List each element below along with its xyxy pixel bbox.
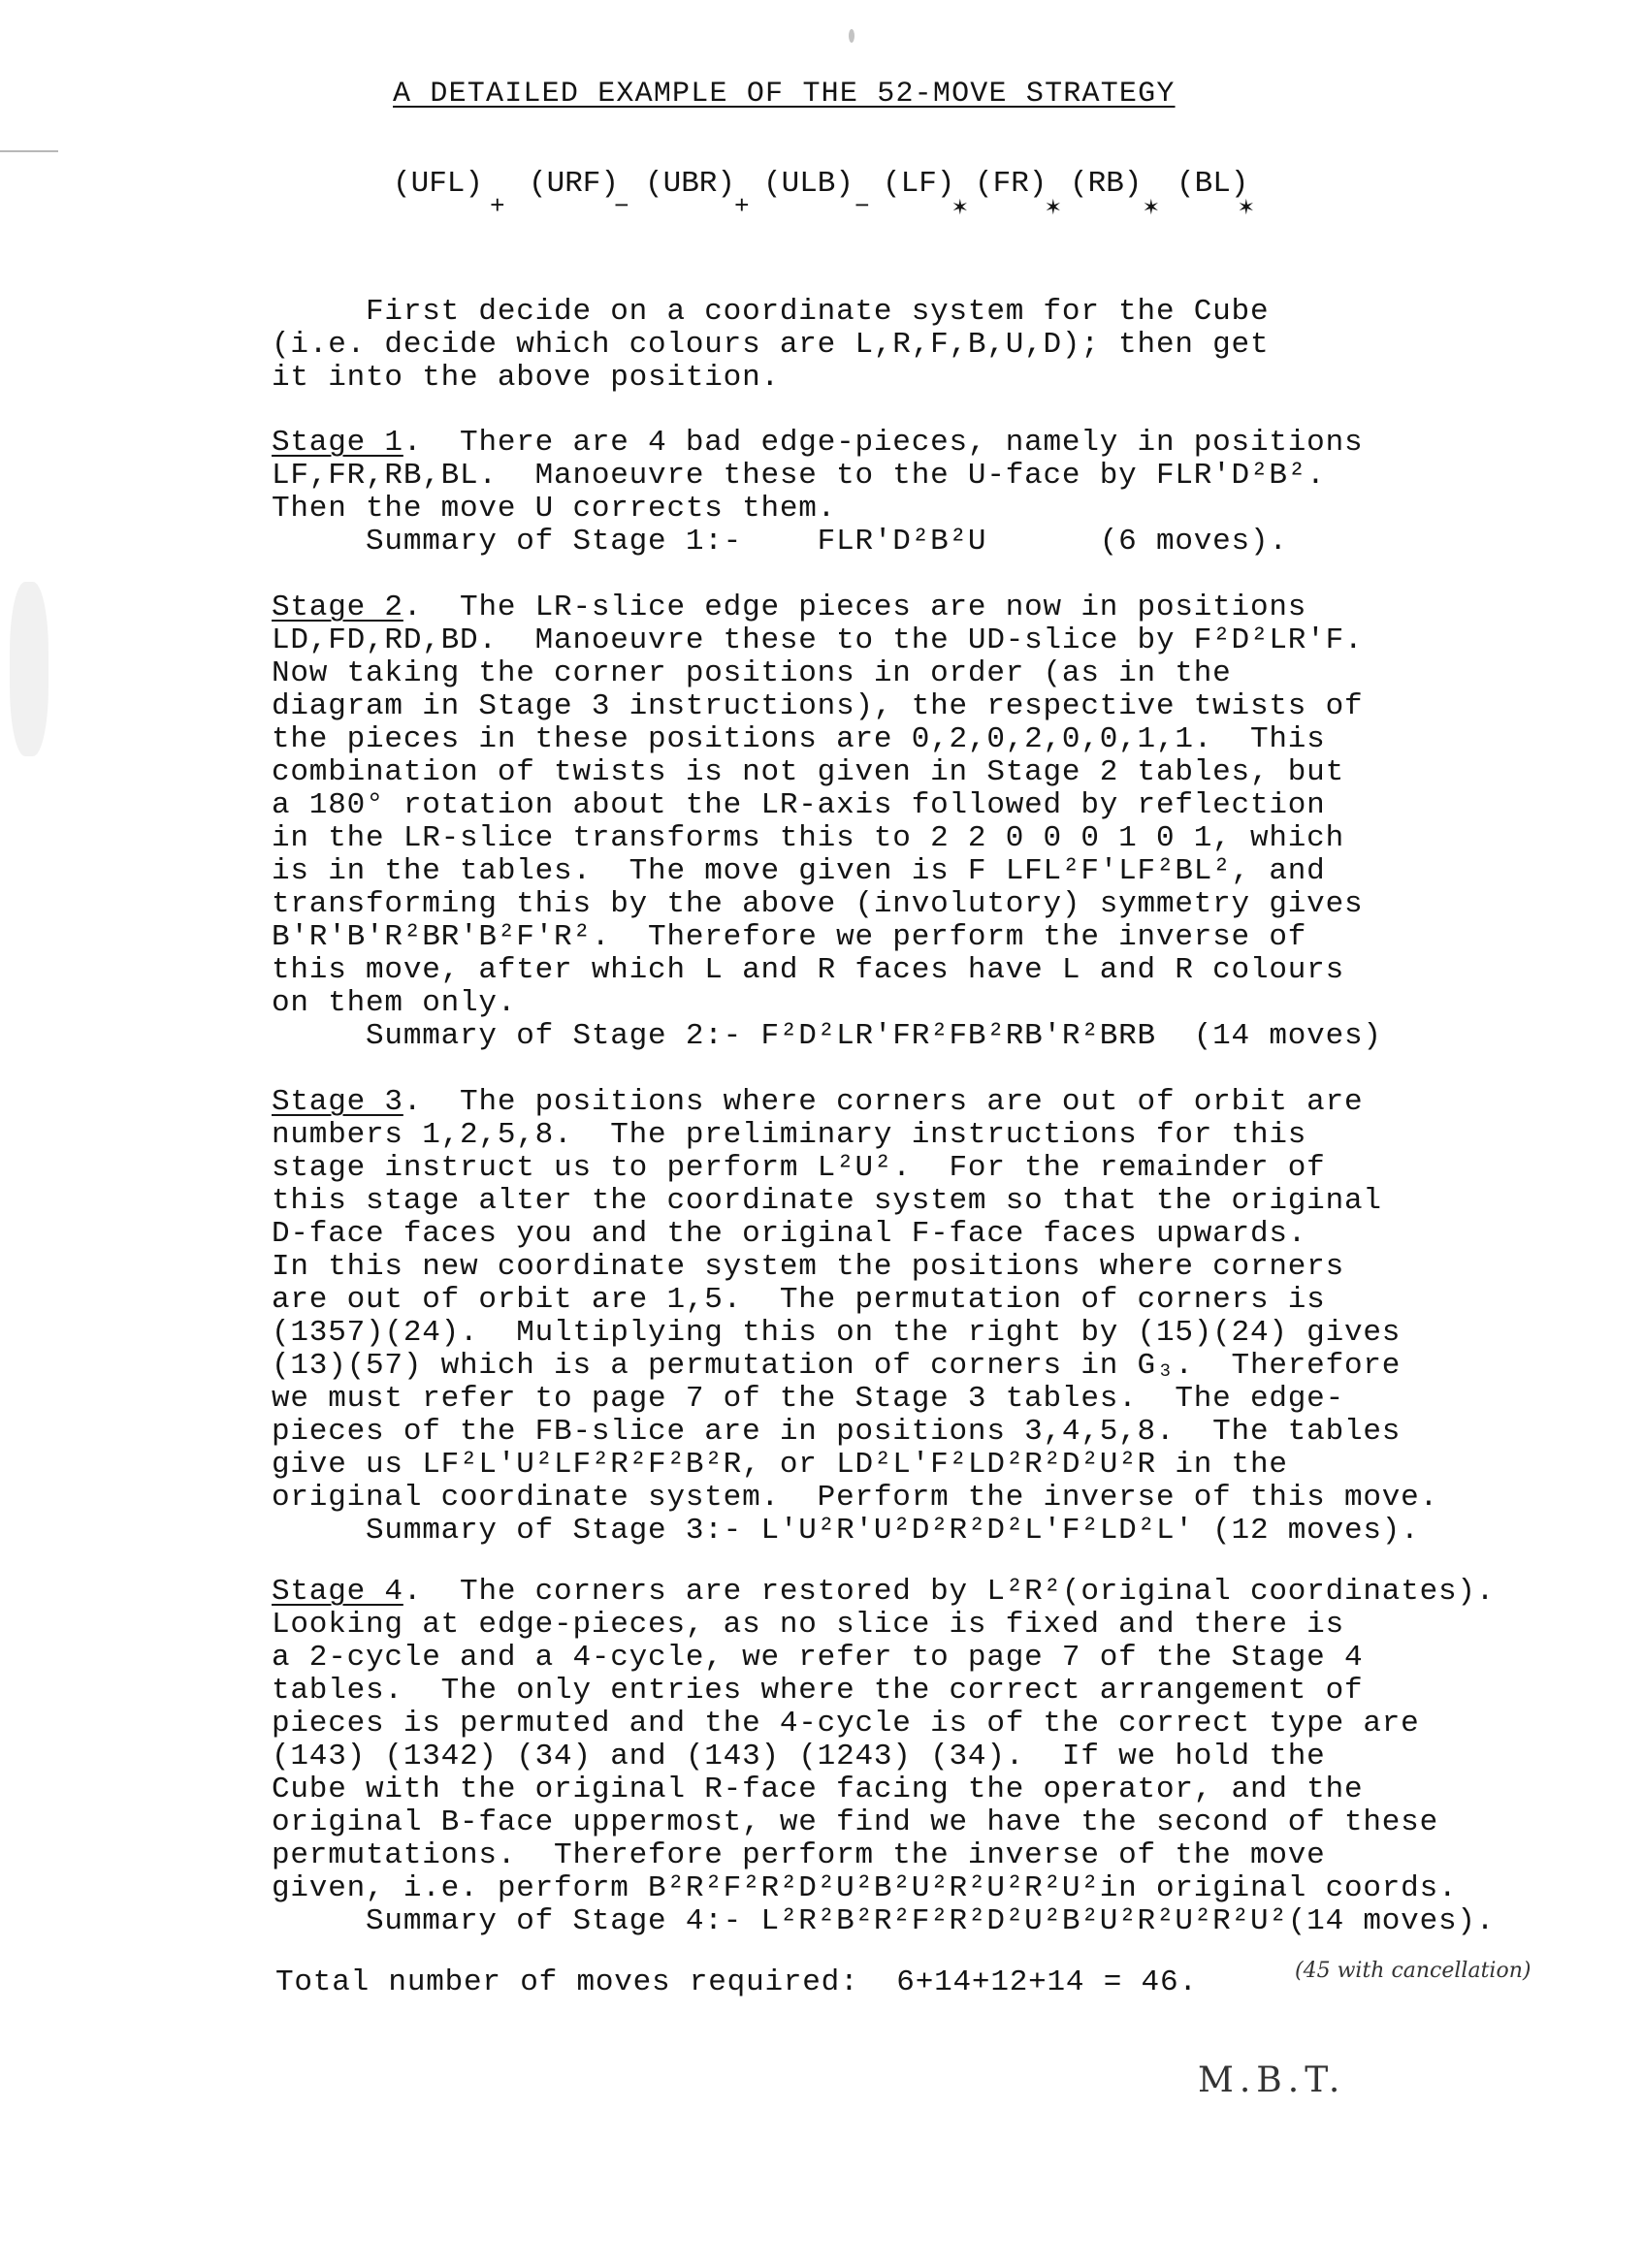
stage4-line: permutations. Therefore perform the inverse of the move bbox=[272, 1838, 1326, 1872]
stage3-line: give us LF²L'U²LF²R²F²B²R, or LD²L'F²LD²R²D²U²R in the bbox=[272, 1448, 1288, 1482]
stage3-line: In this new coordinate system the positions where corners bbox=[272, 1250, 1344, 1284]
stage4-line: a 2-cycle and a 4-cycle, we refer to page 7 of the Stage 4 bbox=[272, 1641, 1364, 1675]
stage4-line: Cube with the original R-face facing the operator, and the bbox=[272, 1773, 1364, 1806]
stage4-line: pieces is permuted and the 4-cycle is of the correct type are bbox=[272, 1707, 1420, 1741]
position-label: (URF) bbox=[529, 167, 620, 201]
stage3-heading: Stage 3 bbox=[272, 1085, 403, 1119]
stage2-first-line: Stage 2. The LR-slice edge pieces are now in positions bbox=[272, 591, 1307, 624]
document-title: A DETAILED EXAMPLE OF THE 52-MOVE STRATEGY bbox=[393, 78, 1176, 111]
stage4-line: (143) (1342) (34) and (143) (1243) (34). If we hold the bbox=[272, 1740, 1326, 1773]
stage3-line: stage instruct us to perform L²U². For the remainder of bbox=[272, 1151, 1326, 1185]
stage2-heading: Stage 2 bbox=[272, 591, 403, 624]
position-label: (LF) bbox=[883, 167, 955, 201]
stage3-first-line: Stage 3. The positions where corners are out of orbit are bbox=[272, 1085, 1364, 1119]
stage2-line: Now taking the corner positions in order (as in the bbox=[272, 656, 1232, 690]
stage2-line: a 180° rotation about the LR-axis followed by reflection bbox=[272, 788, 1326, 822]
stage2-line: this move, after which L and R faces have L and R colours bbox=[272, 953, 1344, 987]
stage2-line: the pieces in these positions are 0,2,0,2,0,0,1,1. This bbox=[272, 722, 1326, 756]
stage3-line: (1357)(24). Multiplying this on the right by (15)(24) gives bbox=[272, 1316, 1402, 1350]
stage4-line: tables. The only entries where the correct arrangement of bbox=[272, 1674, 1364, 1708]
stage1-first-line: Stage 1. There are 4 bad edge-pieces, namely in positions bbox=[272, 426, 1364, 460]
stage3-line: numbers 1,2,5,8. The preliminary instructions for this bbox=[272, 1118, 1307, 1152]
intro-line: (i.e. decide which colours are L,R,F,B,U,D); then get bbox=[272, 328, 1270, 362]
scan-speck bbox=[849, 29, 854, 43]
position-label: (FR) bbox=[975, 167, 1048, 201]
stage3-line: we must refer to page 7 of the Stage 3 tables. The edge- bbox=[272, 1382, 1344, 1416]
twist-sign: + bbox=[734, 192, 750, 221]
position-label: (UBR) bbox=[645, 167, 736, 201]
total-moves: Total number of moves required: 6+14+12+14 = 46. bbox=[275, 1965, 1198, 1999]
stage4-line: given, i.e. perform B²R²F²R²D²U²B²U²R²U²R²U²in original coords. bbox=[272, 1871, 1458, 1905]
stage4-summary: Summary of Stage 4:- L²R²B²R²F²R²D²U²B²U²R²U²R²U²(14 moves). bbox=[272, 1904, 1496, 1938]
twist-sign: − bbox=[614, 192, 629, 221]
stage2-line: on them only. bbox=[272, 986, 517, 1020]
stage2-summary: Summary of Stage 2:- F²D²LR'FR²FB²RB'R²BRB (14 moves) bbox=[272, 1019, 1382, 1053]
stage4-heading: Stage 4 bbox=[272, 1575, 403, 1609]
stage4-first-line: Stage 4. The corners are restored by L²R²(original coordinates). bbox=[272, 1575, 1496, 1609]
stage3-line: are out of orbit are 1,5. The permutation of corners is bbox=[272, 1283, 1326, 1317]
handwritten-note: (45 with cancellation) bbox=[1295, 1959, 1531, 1983]
stage2-line: in the LR-slice transforms this to 2 2 0 0 0 1 0 1, which bbox=[272, 821, 1344, 855]
stage2-line: B'R'B'R²BR'B²F'R². Therefore we perform the inverse of bbox=[272, 920, 1307, 954]
scan-speck bbox=[0, 150, 58, 152]
stage2-line: transforming this by the above (involutory) symmetry gives bbox=[272, 887, 1364, 921]
twist-sign: ✶ bbox=[1144, 193, 1159, 222]
stage2-line: is in the tables. The move given is F LFL²F'LF²BL², and bbox=[272, 854, 1326, 888]
position-label: (UFL) bbox=[393, 167, 484, 201]
twist-sign: ✶ bbox=[1239, 193, 1254, 222]
position-list bbox=[393, 167, 1254, 225]
stage2-line: diagram in Stage 3 instructions), the respective twists of bbox=[272, 689, 1364, 723]
position-label: (RB) bbox=[1070, 167, 1143, 201]
stage2-line: LD,FD,RD,BD. Manoeuvre these to the UD-slice by F²D²LR'F. bbox=[272, 623, 1364, 657]
stage3-line: pieces of the FB-slice are in positions 3,4,5,8. The tables bbox=[272, 1415, 1402, 1449]
stage1-line: LF,FR,RB,BL. Manoeuvre these to the U-face by FLR'D²B². bbox=[272, 459, 1326, 493]
stage3-line: D-face faces you and the original F-face faces upwards. bbox=[272, 1217, 1307, 1251]
position-label: (ULB) bbox=[763, 167, 854, 201]
stage2-line: combination of twists is not given in Stage 2 tables, but bbox=[272, 755, 1344, 789]
stage1-heading: Stage 1 bbox=[272, 426, 403, 460]
scan-speck bbox=[10, 582, 48, 756]
stage3-line: (13)(57) which is a permutation of corners in G₃. Therefore bbox=[272, 1349, 1402, 1383]
stage4-line: Looking at edge-pieces, as no slice is fixed and there is bbox=[272, 1608, 1344, 1642]
stage3-line: this stage alter the coordinate system so that the original bbox=[272, 1184, 1382, 1218]
author-initials: M.B.T. bbox=[1198, 2060, 1346, 2100]
twist-sign: ✶ bbox=[952, 193, 968, 222]
position-label: (BL) bbox=[1177, 167, 1249, 201]
stage4-line: original B-face uppermost, we find we have the second of these bbox=[272, 1805, 1438, 1839]
stage3-line: original coordinate system. Perform the inverse of this move. bbox=[272, 1481, 1438, 1515]
stage3-summary: Summary of Stage 3:- L'U²R'U²D²R²D²L'F²LD²L' (12 moves). bbox=[272, 1514, 1420, 1548]
stage1-line: Then the move U corrects them. bbox=[272, 492, 837, 526]
intro-line: First decide on a coordinate system for the Cube bbox=[272, 295, 1270, 329]
twist-sign: ✶ bbox=[1046, 193, 1061, 222]
intro-line: it into the above position. bbox=[272, 361, 780, 395]
twist-sign: + bbox=[490, 192, 505, 221]
twist-sign: − bbox=[854, 192, 870, 221]
stage1-summary: Summary of Stage 1:- FLR'D²B²U (6 moves). bbox=[272, 525, 1288, 559]
